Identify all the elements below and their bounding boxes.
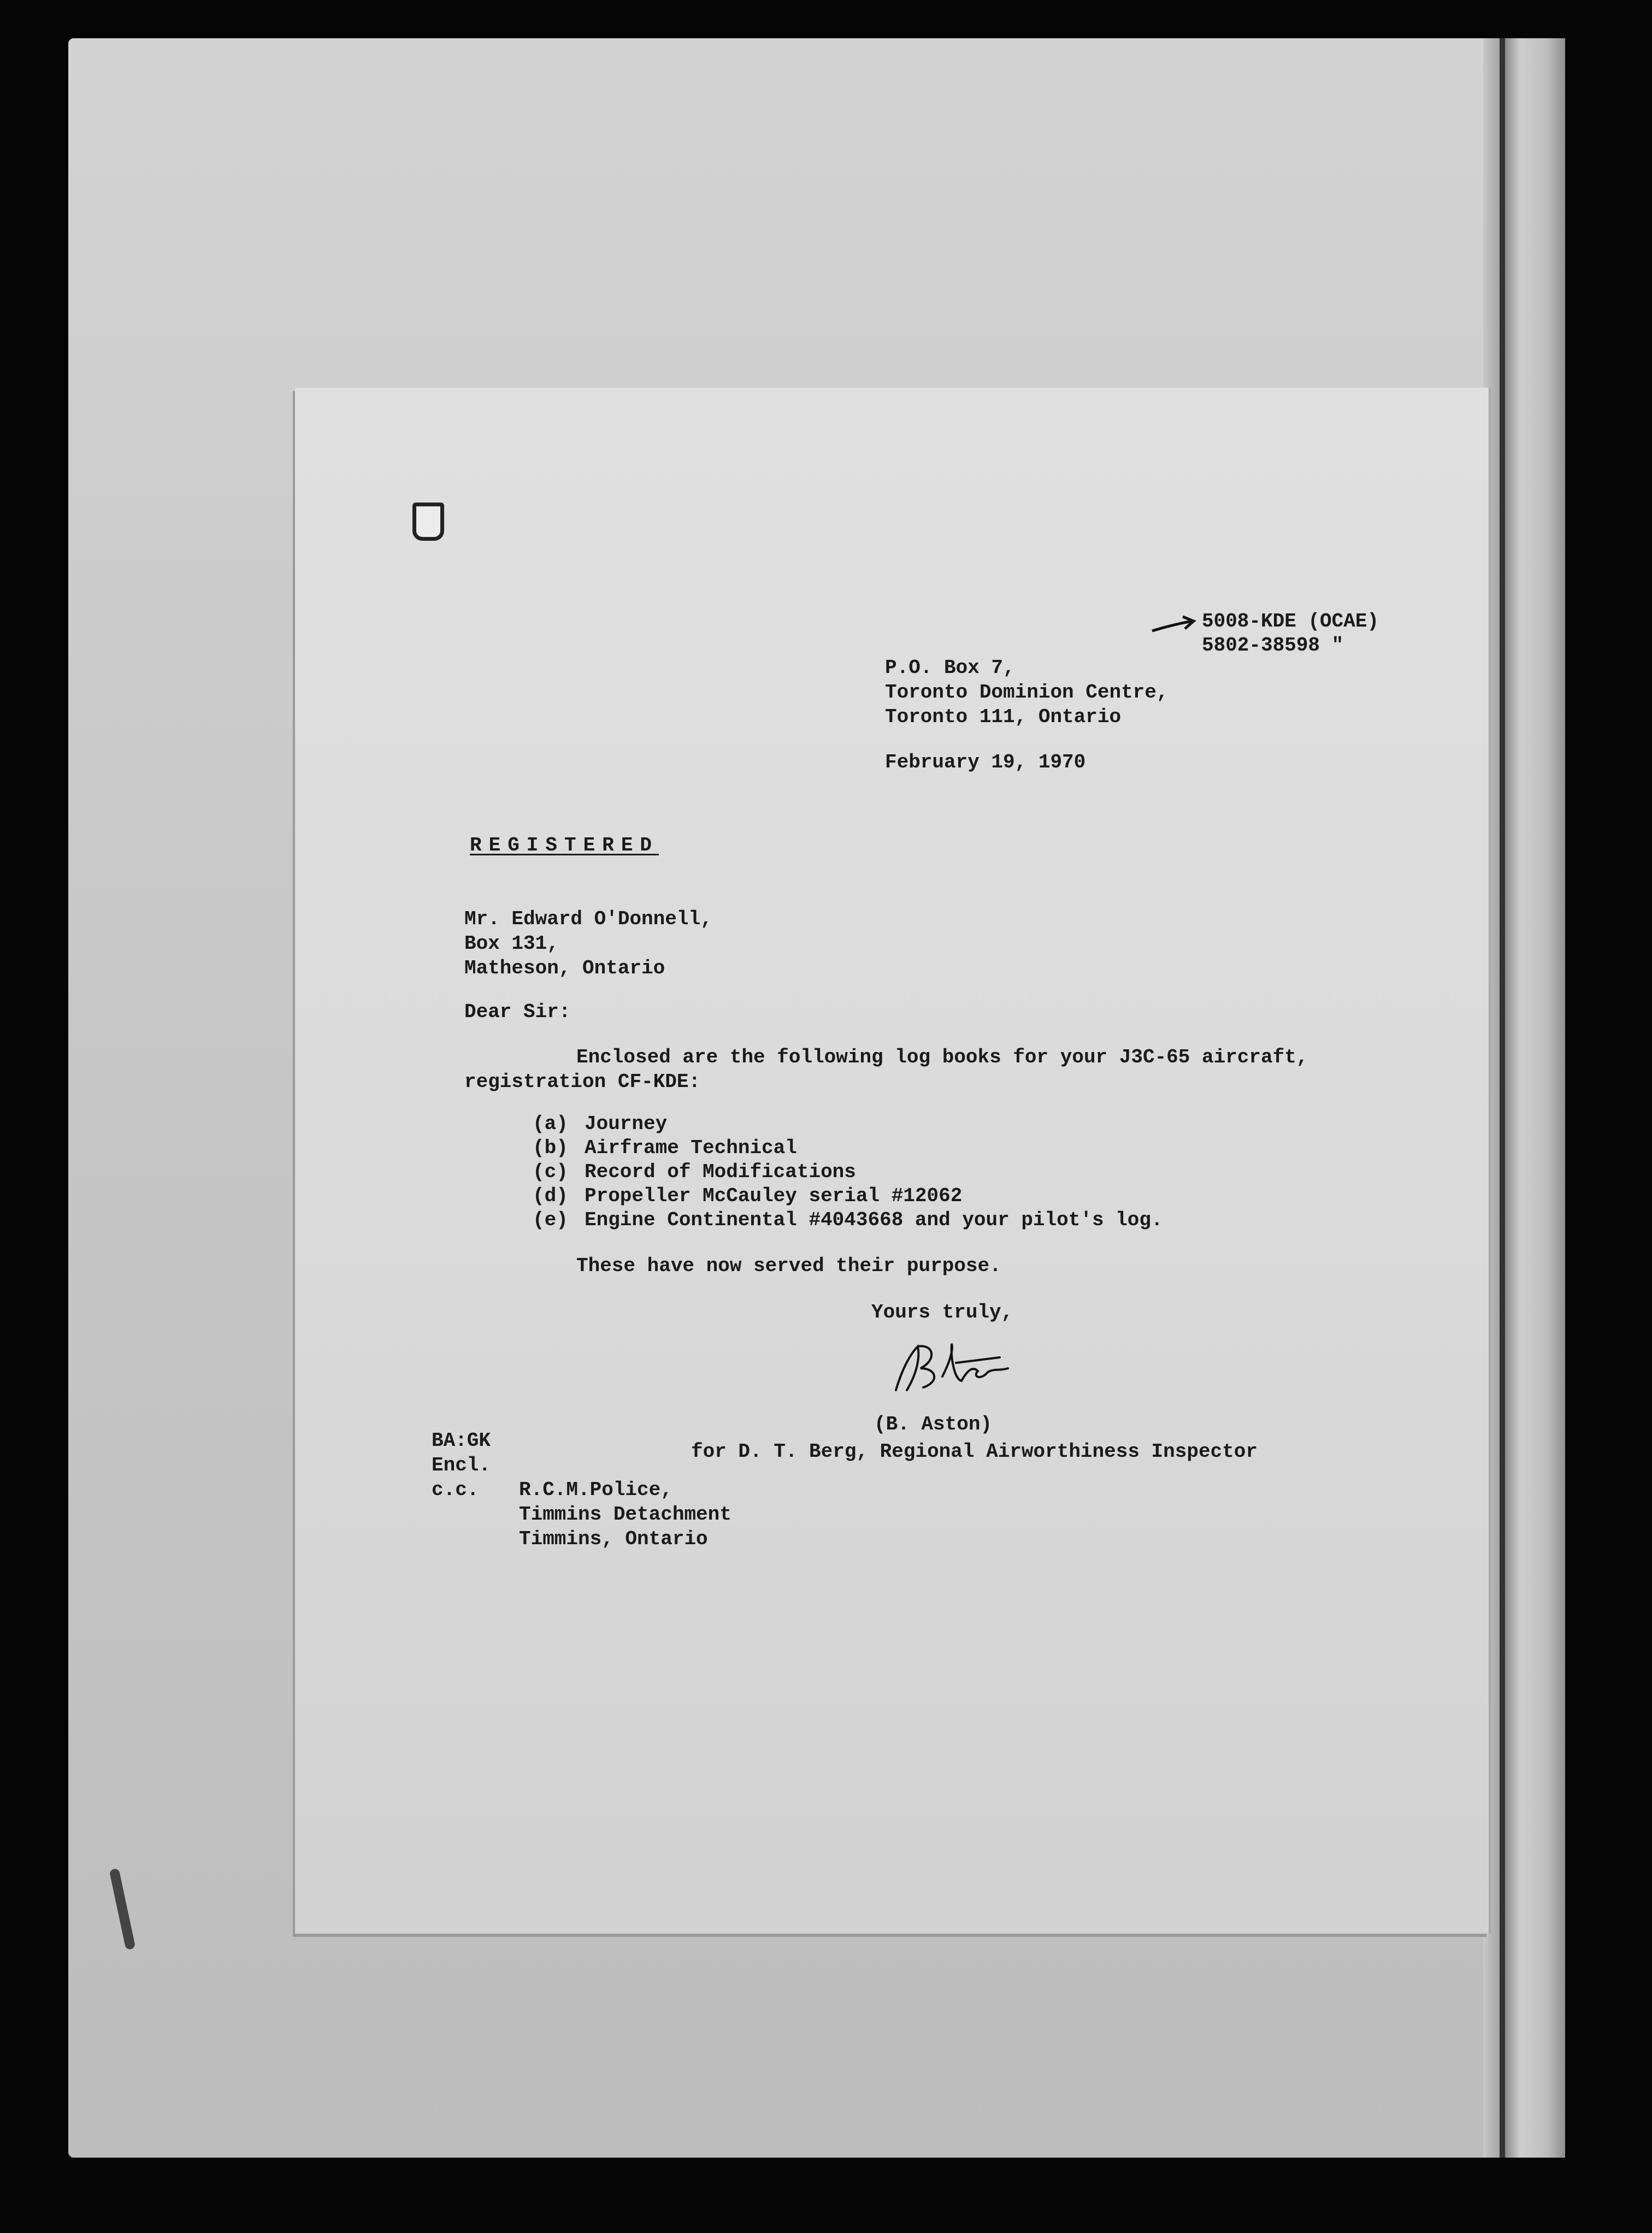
list-marker: (d) [533, 1185, 568, 1207]
address-line: Toronto Dominion Centre, [885, 681, 1169, 704]
list-item: Journey [585, 1113, 668, 1135]
binder-line [1500, 38, 1505, 2158]
salutation: Dear Sir: [464, 1001, 571, 1023]
mount-board [68, 38, 1565, 2158]
mark [109, 1868, 136, 1950]
closing-sentence: These have now served their purpose. [576, 1255, 1001, 1277]
list-item: Record of Modifications [585, 1161, 856, 1183]
list-item: Airframe Technical [585, 1137, 797, 1159]
cc-line: Timmins, Ontario [519, 1528, 708, 1550]
recipient-line: Mr. Edward O'Donnell, [464, 908, 712, 930]
body-intro: registration CF-KDE: [464, 1071, 701, 1093]
list-item: Engine Continental #4043668 and your pilot's log. [585, 1209, 1163, 1231]
address-line: Toronto 111, Ontario [885, 706, 1122, 728]
paper-clip-icon [412, 503, 444, 541]
cc-label: c.c. [432, 1479, 479, 1501]
signer-title: for D. T. Berg, Regional Airworthiness Inspector [691, 1440, 1258, 1463]
file-ref-2: 5802-38598 " [1202, 634, 1344, 657]
signer-name: (B. Aston) [874, 1413, 993, 1436]
list-marker: (c) [533, 1161, 568, 1183]
enclosure-note: Encl. [432, 1454, 491, 1476]
letter-date: February 19, 1970 [885, 751, 1086, 773]
cc-line: R.C.M.Police, [519, 1479, 672, 1501]
recipient-line: Matheson, Ontario [464, 957, 665, 979]
registered-heading: REGISTERED [470, 834, 659, 856]
recipient-line: Box 131, [464, 932, 559, 955]
list-marker: (e) [533, 1209, 568, 1231]
list-marker: (b) [533, 1137, 568, 1159]
binder-strip [1505, 38, 1565, 2158]
address-line: P.O. Box 7, [885, 657, 1015, 679]
cc-line: Timmins Detachment [519, 1503, 731, 1526]
reference-initials: BA:GK [432, 1429, 491, 1452]
body-intro: Enclosed are the following log books for your J3C-65 aircraft, [576, 1046, 1308, 1068]
letter-page [295, 388, 1489, 1934]
file-ref-1: 5008-KDE (OCAE) [1202, 610, 1379, 633]
arrow-icon [1150, 615, 1196, 636]
signature [890, 1338, 1016, 1398]
list-marker: (a) [533, 1113, 568, 1135]
list-item: Propeller McCauley serial #12062 [585, 1185, 963, 1207]
complimentary-close: Yours truly, [871, 1301, 1013, 1324]
